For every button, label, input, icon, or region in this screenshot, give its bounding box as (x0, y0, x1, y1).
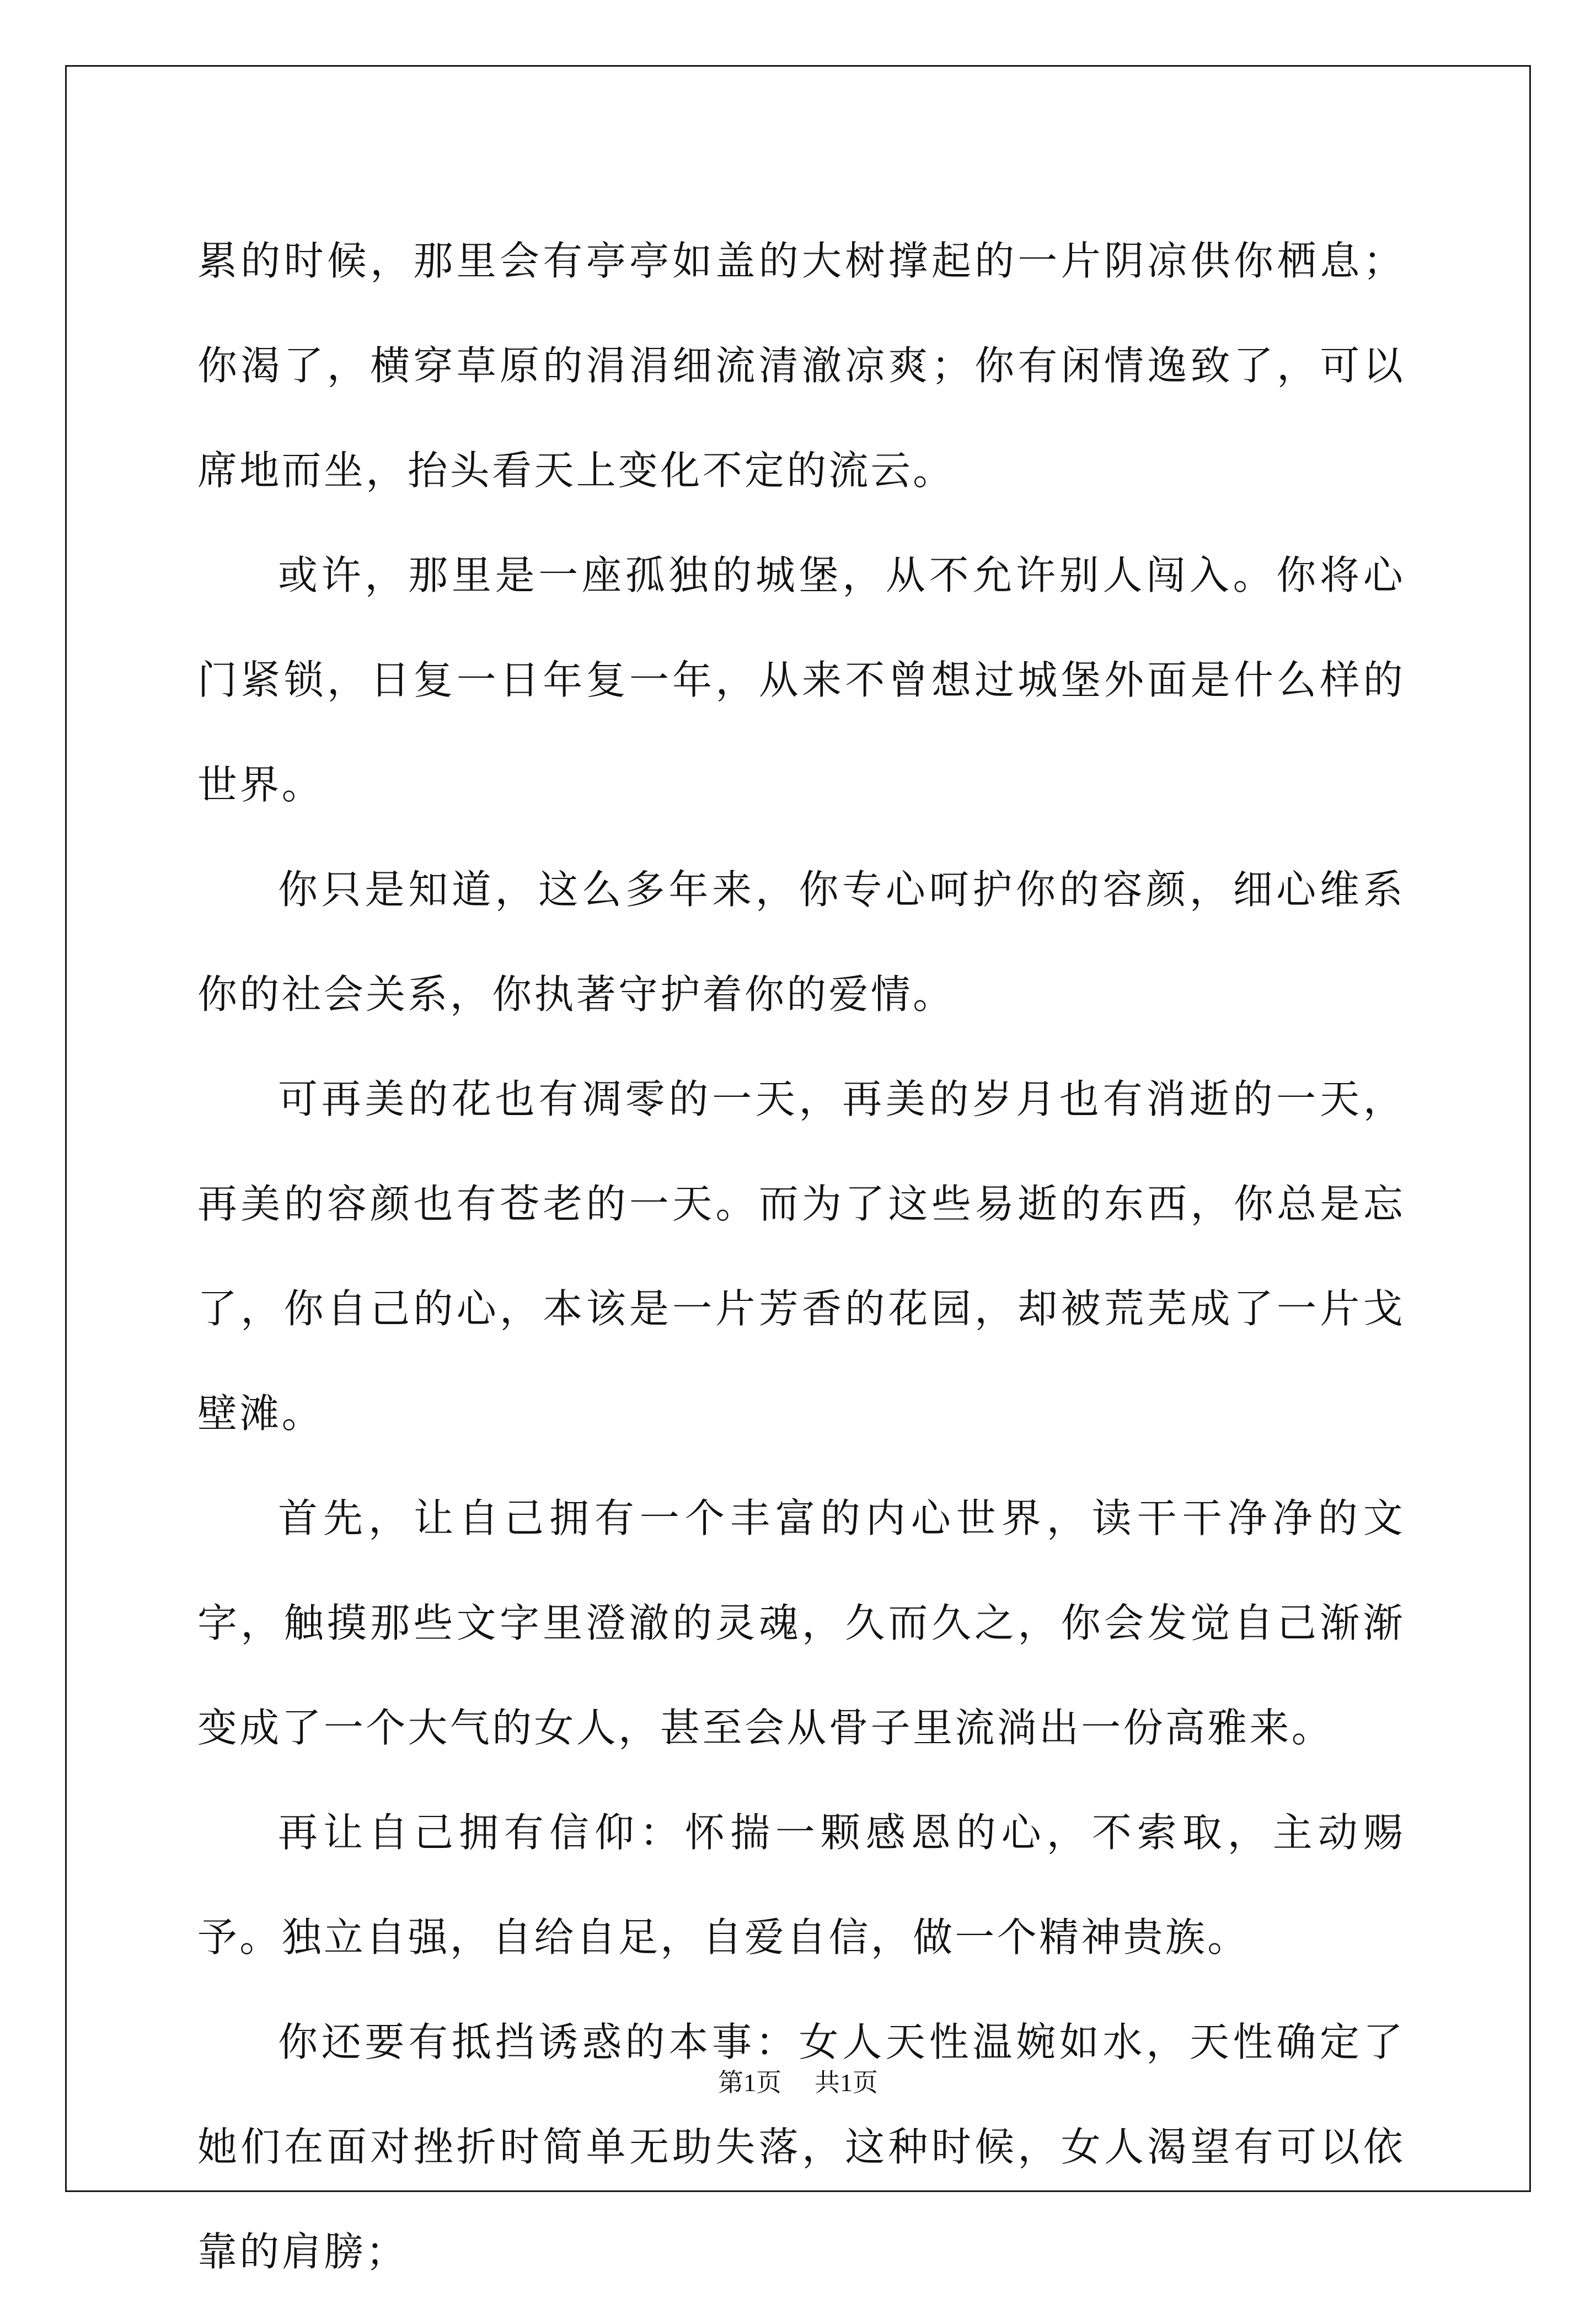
paragraph-2: 或许，那里是一座孤独的城堡，从不允许别人闯入。你将心门紧锁，日复一日年复一年，从来不曾想过城堡外面是什么样的世界。 (197, 552, 1405, 808)
document-body (197, 208, 1405, 2304)
page-footer (0, 2062, 1596, 2099)
paragraph-6: 再让自己拥有信仰：怀揣一颗感恩的心，不索取，主动赐予。独立自强，自给自足，自爱自信，做一个精神贵族。 (197, 1809, 1405, 1960)
paragraph-7: 你还要有抵挡诱惑的本事：女人天性温婉如水，天性确定了她们在面对挫折时简单无助失落，这种时候，女人渴望有可以依靠的肩膀； (197, 2019, 1405, 2275)
paragraph-1: 累的时候，那里会有亭亭如盖的大树撑起的一片阴凉供你栖息；你渴了，横穿草原的涓涓细流清澈凉爽；你有闲情逸致了，可以席地而坐，抬头看天上变化不定的流云。 (197, 238, 1405, 494)
page-number: 第1页 (718, 2069, 781, 2097)
paragraph-5: 首先，让自己拥有一个丰富的内心世界，读干干净净的文字，触摸那些文字里澄澈的灵魂，久而久之，你会发觉自己渐渐变成了一个大气的女人，甚至会从骨子里流淌出一份高雅来。 (197, 1495, 1405, 1751)
page-total: 共1页 (815, 2069, 878, 2097)
paragraph-4: 可再美的花也有凋零的一天，再美的岁月也有消逝的一天，再美的容颜也有苍老的一天。而为了这些易逝的东西，你总是忘了，你自己的心，本该是一片芳香的花园，却被荒芜成了一片戈壁滩。 (197, 1076, 1405, 1437)
paragraph-3: 你只是知道，这么多年来，你专心呵护你的容颜，细心维系你的社会关系，你执著守护着你的爱情。 (197, 866, 1405, 1017)
